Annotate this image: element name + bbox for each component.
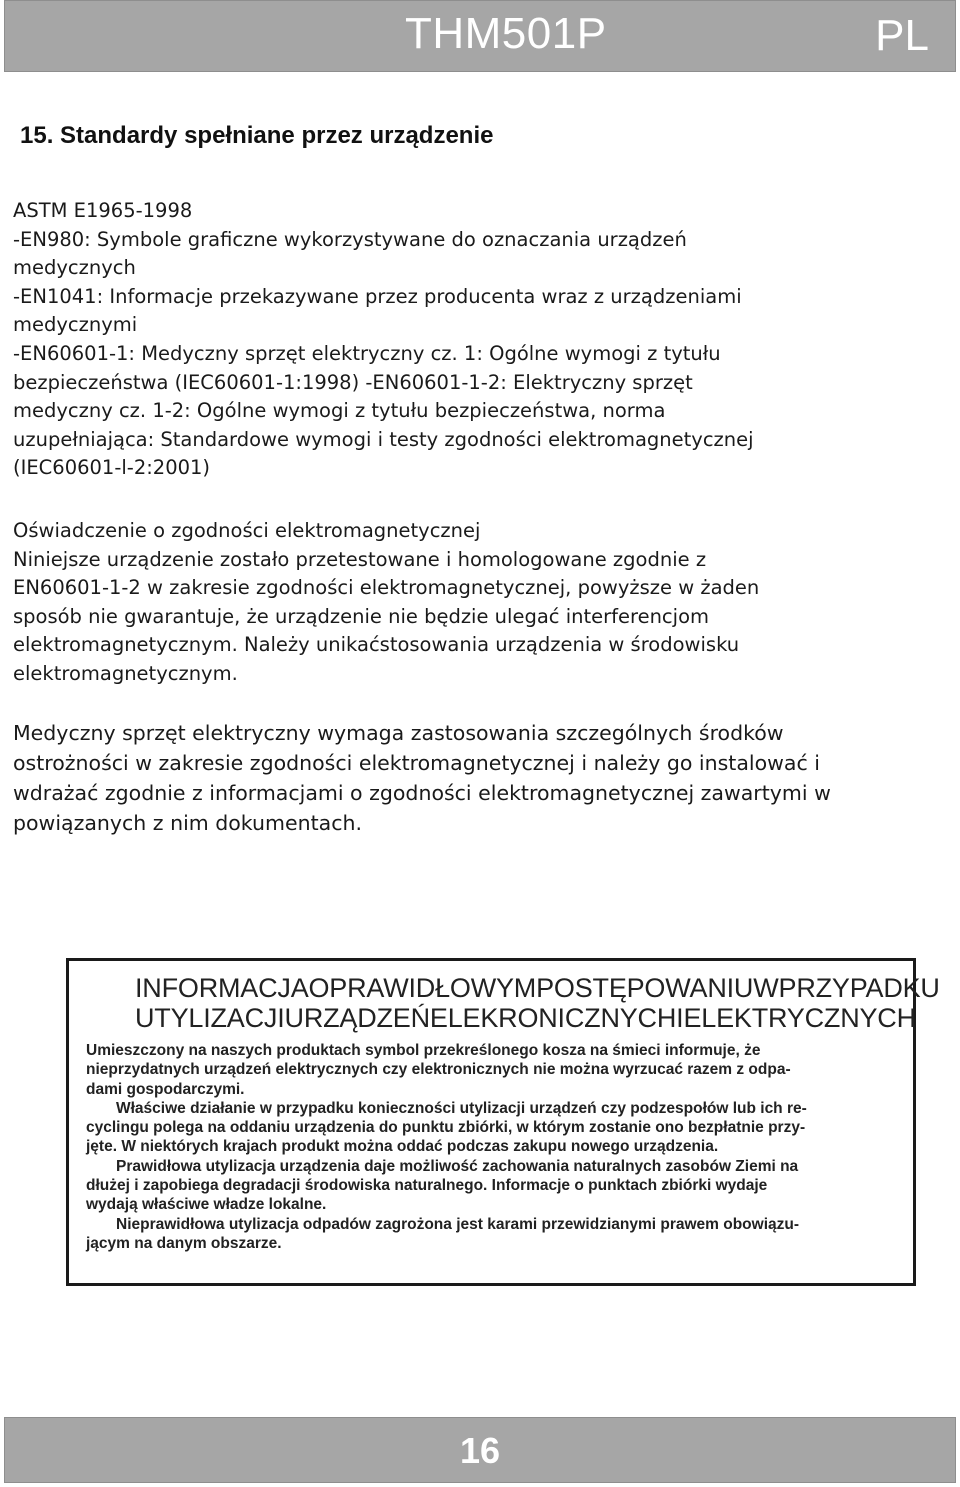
medical-equipment-paragraph [13, 718, 903, 838]
text-line: Niniejsze urządzenie zostało przetestowane i homologowane zgodnie z [13, 547, 707, 571]
text-line: -EN60601-1: Medyczny sprzęt elektryczny cz. 1: Ogólne wymogi z tytułu [13, 341, 721, 365]
weee-title-line: INFORMACJAOPRAWIDŁOWYMPOSTĘPOWANIUWPRZYPADKU [135, 973, 940, 1003]
weee-text-line: dłużej i zapobiega degradacji środowiska naturalnego. Informacje o punktach zbiórki wydaje [86, 1177, 768, 1195]
weee-text-line: wydają właściwe władze lokalne. [86, 1196, 327, 1214]
header-language: PL [875, 11, 929, 60]
weee-text-line: Nieprawidłowa utylizacja odpadów zagrożona jest karami przewidzianymi prawem obowiązu- [116, 1215, 800, 1233]
text-line: Oświadczenie o zgodności elektromagnetycznej [13, 519, 481, 542]
text-line: elektromagnetycznym. [13, 661, 238, 685]
text-line: medycznych [13, 256, 136, 280]
weee-text-line: Właściwe działanie w przypadku konieczności utylizacji urządzeń czy podzespołów lub ich re- [116, 1099, 807, 1117]
weee-title-line: UTYLIZACJIURZĄDZEŃELEKRONICZNYCHIELEKTRYCZNYCH [135, 1003, 916, 1033]
standards-paragraph [13, 197, 903, 483]
text-line: -EN1041: Informacje przekazywane przez producenta wraz z urządzeniami [13, 284, 742, 308]
text-line: uzupełniająca: Standardowe wymogi i testy zgodności elektromagnetycznej [13, 427, 754, 451]
weee-text-line: dami gospodarczymi. [86, 1080, 245, 1098]
footer-bar [4, 1417, 956, 1483]
text-line: bezpieczeństwa (IEC60601-1:1998) -EN60601-1-2: Elektryczny sprzęt [13, 370, 693, 394]
text-line: wdrażać zgodnie z informacjami o zgodności elektromagnetycznej zawartymi w [13, 781, 831, 805]
text-line: -EN980: Symbole graficzne wykorzystywane do oznaczania urządzeń [13, 227, 687, 251]
weee-text-line: cyclingu polega na oddaniu urządzenia do punktu zbiórki, w którym zostanie ono bezpłatnie przy- [86, 1119, 806, 1137]
header-model: THM501P [405, 9, 607, 58]
weee-text-line: nieprzydatnych urządzeń elektrycznych czy elektronicznych nie można wyrzucać razem z odpa- [86, 1061, 791, 1079]
emc-statement-paragraph [13, 517, 903, 689]
header-bar [4, 0, 956, 72]
text-line: medyczny cz. 1-2: Ogólne wymogi z tytułu bezpieczeństwa, norma [13, 399, 666, 423]
text-line: ASTM E1965-1998 [13, 199, 193, 222]
text-line: medycznymi [13, 313, 138, 337]
text-line: sposób nie gwarantuje, że urządzenie nie będzie ulegać interferencjom [13, 604, 710, 628]
text-line: (IEC60601-l-2:2001) [13, 456, 211, 480]
weee-text-line: jęte. W niektórych krajach produkt można oddać podczas zakupu nowego urządzenia. [86, 1138, 719, 1156]
section-title: 15. Standardy spełniane przez urządzenie [20, 122, 494, 149]
weee-text-line: Prawidłowa utylizacja urządzenia daje możliwość zachowania naturalnych zasobów Ziemi na [116, 1157, 799, 1175]
weee-disposal-info-box [66, 958, 940, 1286]
text-line: EN60601-1-2 w zakresie zgodności elektromagnetycznej, powyższe w żaden [13, 576, 760, 600]
text-line: Medyczny sprzęt elektryczny wymaga zastosowania szczególnych środków [13, 721, 784, 745]
page-number: 16 [459, 1430, 501, 1471]
weee-text-line: jącym na danym obszarze. [86, 1234, 282, 1252]
text-line: ostrożności w zakresie zgodności elektromagnetycznej i należy go instalować i [13, 751, 820, 775]
weee-title [135, 973, 940, 1033]
text-line: powiązanych z nim dokumentach. [13, 811, 363, 835]
weee-text [86, 1041, 906, 1253]
weee-text-line: Umieszczony na naszych produktach symbol przekreślonego kosza na śmieci informuje, że [86, 1042, 761, 1059]
text-line: elektromagnetycznym. Należy unikaćstosowania urządzenia w środowisku [13, 633, 740, 657]
